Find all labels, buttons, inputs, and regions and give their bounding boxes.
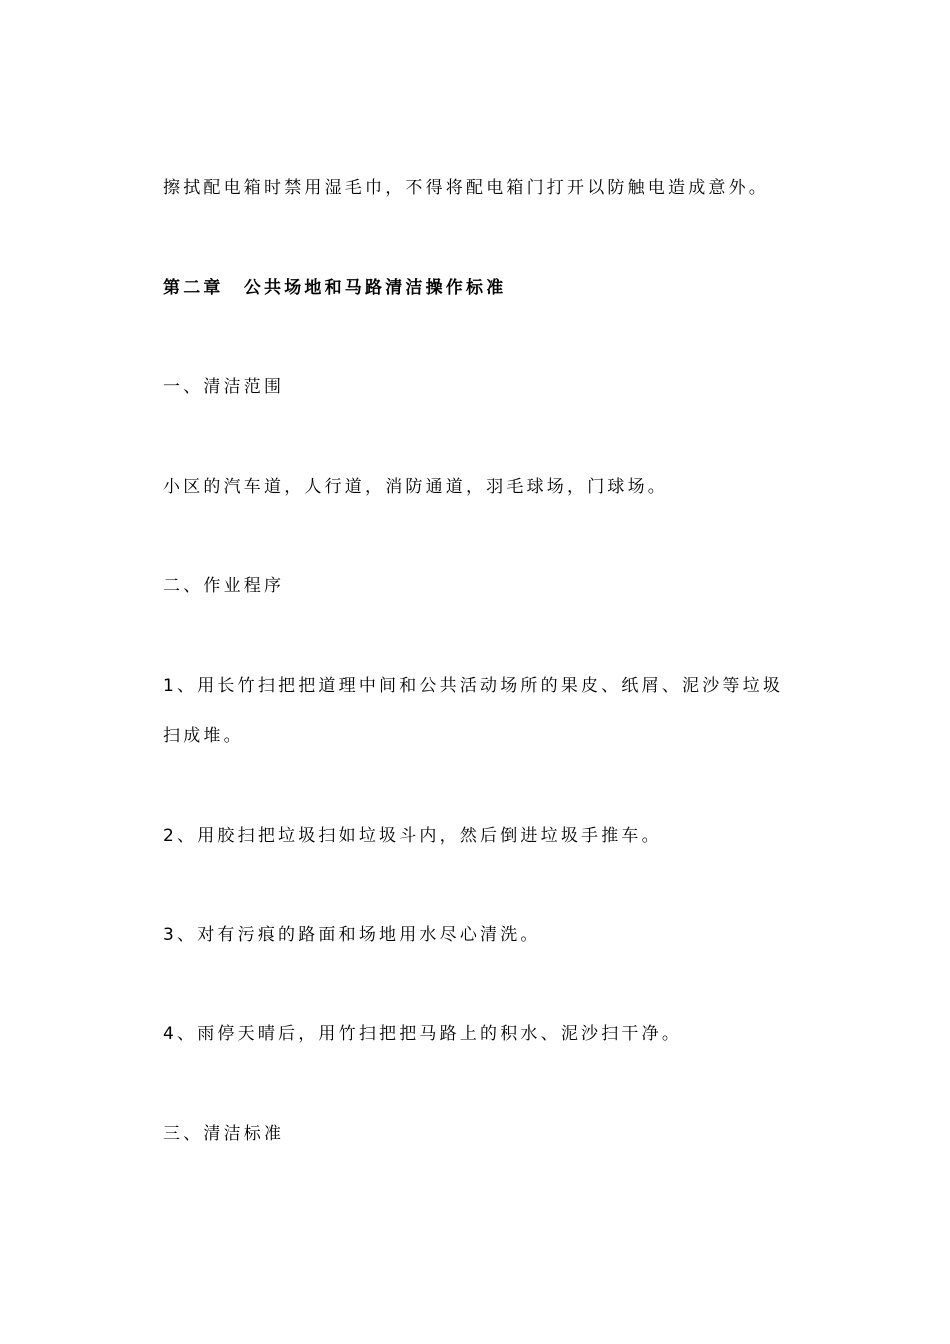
procedure-step-4: 4、雨停天晴后，用竹扫把把马路上的积水、泥沙扫干净。 [163,1024,683,1044]
procedure-step-1-line-1: 1、用长竹扫把把道理中间和公共活动场所的果皮、纸屑、泥沙等垃圾 [163,676,784,696]
intro-paragraph: 擦拭配电箱时禁用湿毛巾，不得将配电箱门打开以防触电造成意外。 [163,178,769,198]
procedure-step-1-line-2: 扫成堆。 [163,726,244,746]
scope-paragraph: 小区的汽车道，人行道，消防通道，羽毛球场，门球场。 [163,477,668,497]
section-heading-standard: 三、清洁标准 [163,1124,285,1144]
chapter-title: 第二章 公共场地和马路清洁操作标准 [163,278,507,298]
section-heading-scope: 一、清洁范围 [163,377,285,397]
procedure-step-2: 2、用胶扫把垃圾扫如垃圾斗内，然后倒进垃圾手推车。 [163,826,662,846]
procedure-step-3: 3、对有污痕的路面和场地用水尽心清洗。 [163,925,541,945]
section-heading-procedure: 二、作业程序 [163,576,285,596]
